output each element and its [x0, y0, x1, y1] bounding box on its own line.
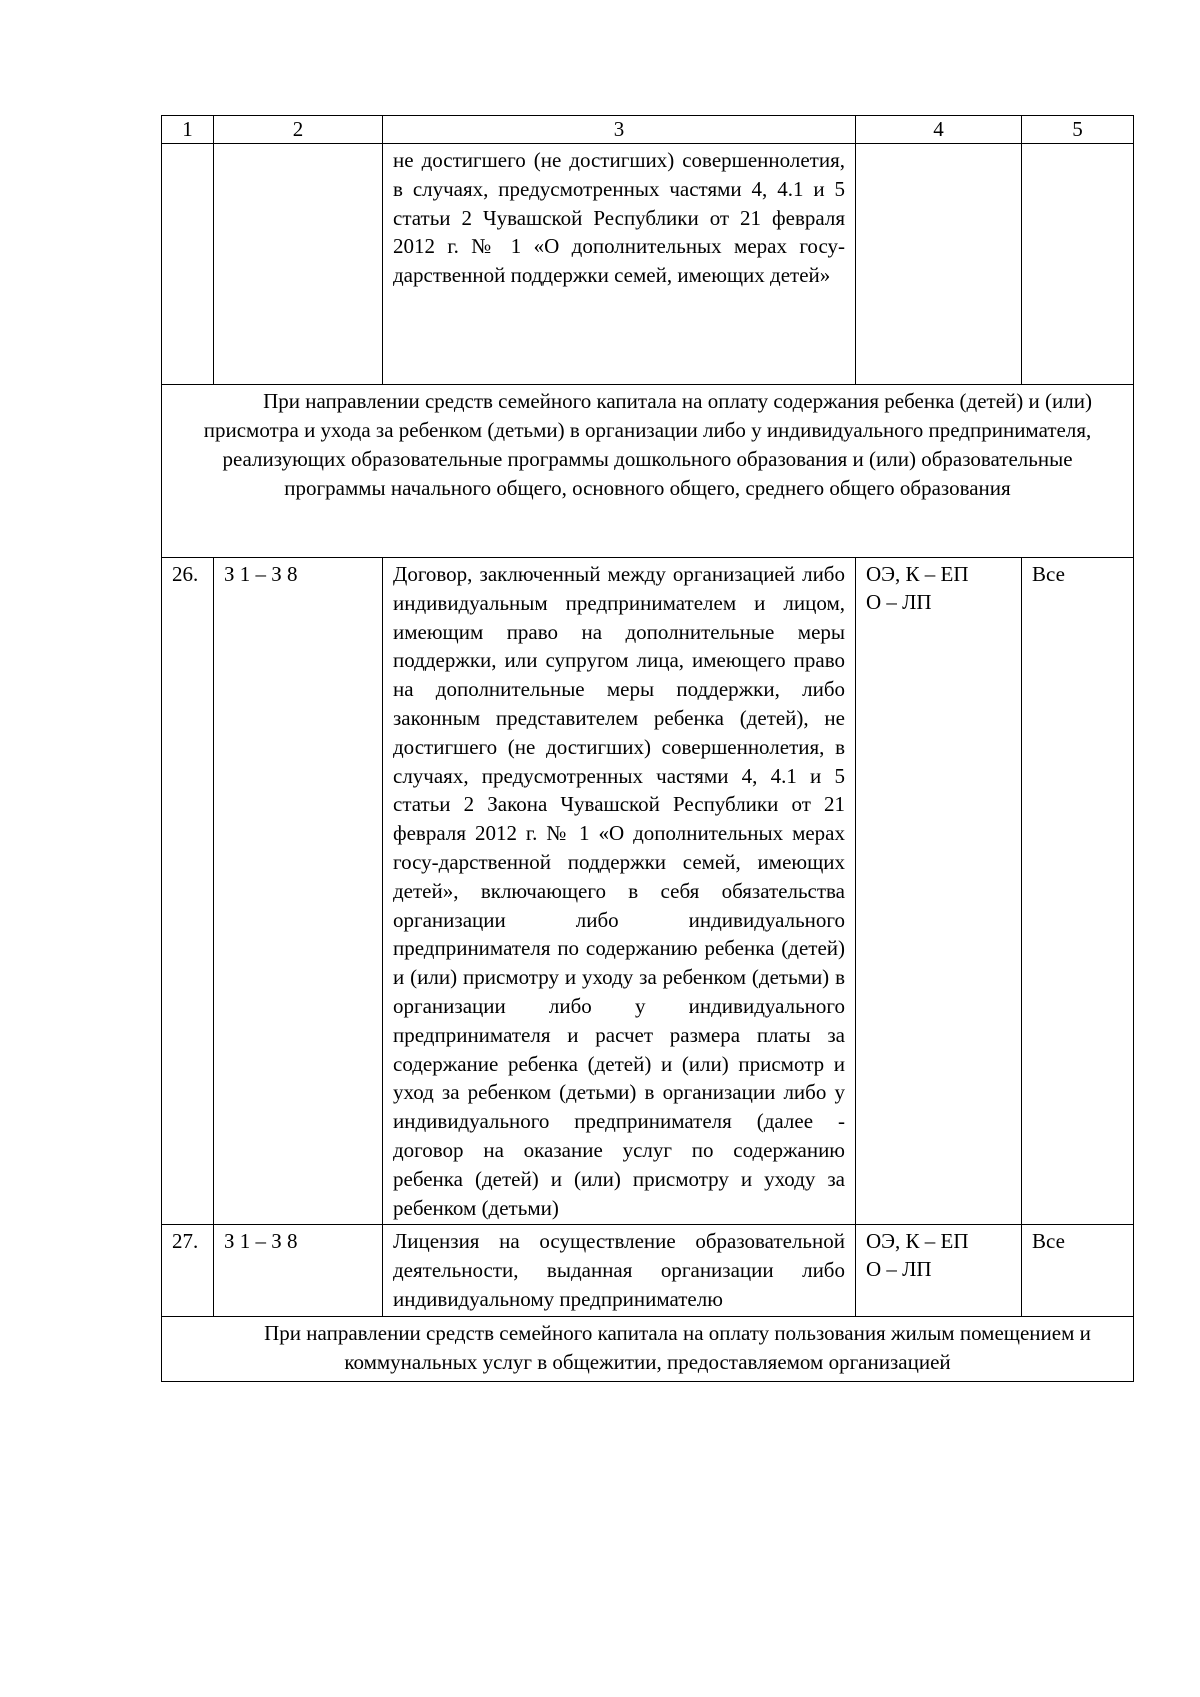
document-table [161, 115, 1134, 1382]
row-code: З 1 – З 8 [214, 558, 383, 1225]
row-executors-line1: ОЭ, К – ЕП [866, 562, 969, 586]
table-row [162, 558, 1134, 1225]
row-description: Договор, заключенный между организацией либо индивидуальным предпринимателем и лицом, имеющим право на дополнительные меры поддержки, или супругом лица, имеющего право на дополнительные меры поддержки, либо законным представителем ребенка (детей), не достигшего (не достигших) совершеннолетия, в случаях, предусмотренных частями 4, 4.1 и 5 статьи 2 Закона Чувашской Республики от 21 февраля 2012 г. № 1 «О дополнительных мерах госу-дарственной поддержки семей, имеющих детей», включающего в себя обязательства организации либо индивидуального предпринимателя по содержанию ребенка (детей) и (или) присмотру и уходу за ребенком (детьми) в организации либо у индивидуального предпринимателя и расчет размера платы за содержание ребенка (детей) и (или) присмотр и уход за ребенком (детьми) в организации либо у индивидуального предпринимателя (далее - договор на оказание услуг по содержанию ребенка (детей) и (или) присмотру и уходу за ребенком (детьми) [383, 558, 856, 1225]
cont-num-cell [162, 144, 214, 385]
row-code: З 1 – З 8 [214, 1225, 383, 1316]
row-executors-line1: ОЭ, К – ЕП [866, 1229, 969, 1254]
row-applicability: Все [1022, 558, 1134, 1225]
section-heading-row [162, 385, 1134, 558]
header-row [162, 116, 1134, 144]
section-heading-1 [162, 385, 1134, 558]
header-cell-3: 3 [383, 116, 856, 144]
cont-code-cell [214, 144, 383, 385]
row-applicability: Все [1022, 1225, 1134, 1316]
header-cell-1: 1 [162, 116, 214, 144]
cont-description: не достигшего (не достигших) совершеннолетия, в случаях, предусмотренных частями 4, 4.1 и 5 статьи 2 Чувашской Республики от 21 февраля 2012 г. № 1 «О дополнительных мерах госу-дарственной поддержки семей, имеющих детей» [383, 144, 856, 385]
section-heading-2 [162, 1316, 1134, 1381]
section-heading-row [162, 1316, 1134, 1381]
row-number: 27. [162, 1225, 214, 1316]
row-executors [856, 558, 1022, 1225]
table-row [162, 1225, 1134, 1316]
row-description: Лицензия на осуществление образовательной деятельности, выданная организации либо индивидуальному предпринимателю [383, 1225, 856, 1316]
section-heading-2-text: При направлении средств семейного капитала на оплату пользования жилым помещением и коммунальных услуг в общежитии, предоставляемом организацией [264, 1320, 1091, 1374]
cont-col5-cell [1022, 144, 1134, 385]
row-executors [856, 1225, 1022, 1316]
row-number: 26. [162, 558, 214, 1225]
row-executors-line2: О – ЛП [866, 590, 932, 614]
section-heading-1-text: При направлении средств семейного капитала на оплату содержания ребенка (детей) и (или) присмотра и ухода за ребенком (детьми) в организации либо у индивидуального предпринимателя, реализующих образовательные программы дошкольного образования и (или) образовательные программы начального общего, основного общего, среднего общего образования [203, 389, 1092, 500]
header-cell-2: 2 [214, 116, 383, 144]
continuation-row [162, 144, 1134, 385]
header-cell-4: 4 [856, 116, 1022, 144]
cont-col4-cell [856, 144, 1022, 385]
row-executors-line2: О – ЛП [866, 1257, 932, 1282]
header-cell-5: 5 [1022, 116, 1134, 144]
